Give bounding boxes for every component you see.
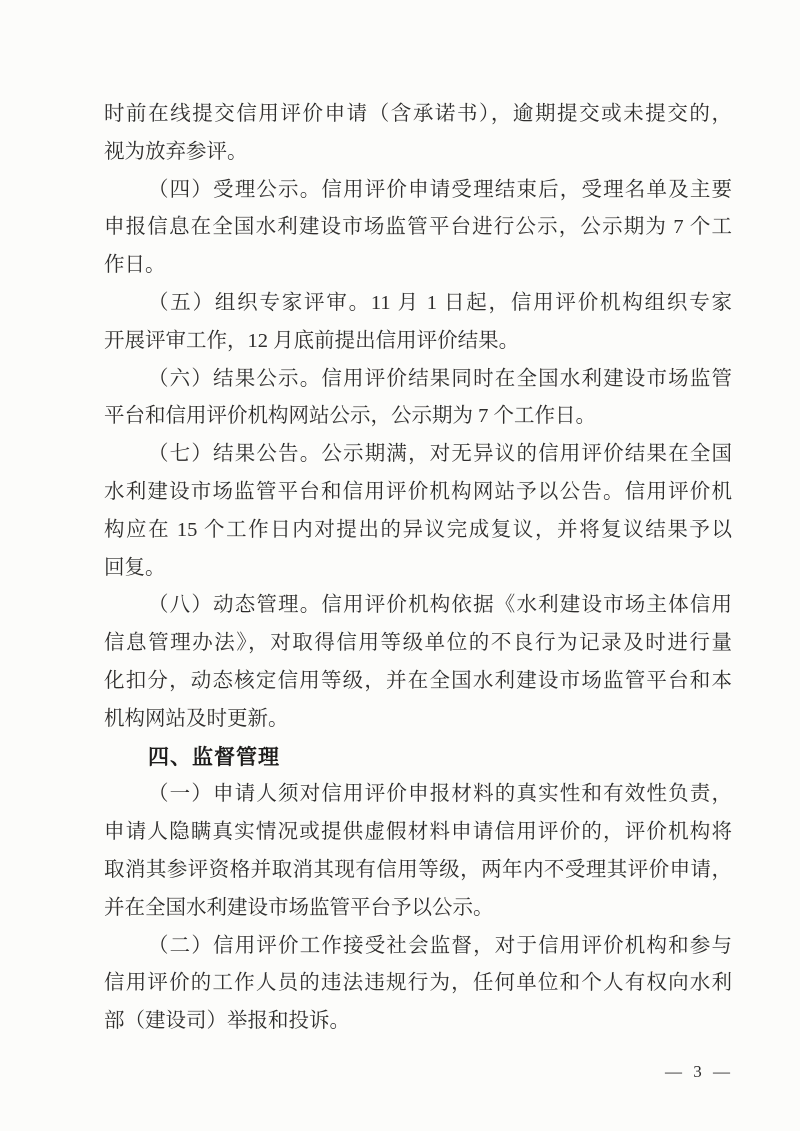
text-line: 申报信息在全国水利建设市场监管平台进行公示，公示期为 7 个工 (104, 216, 732, 239)
text-line: 信用评价的工作人员的违法违规行为，任何单位和个人有权向水利 (104, 972, 732, 995)
paragraph-item-2 (104, 928, 732, 1041)
text-line: 作日。 (104, 254, 166, 277)
text-line: 视为放弃参评。 (104, 140, 248, 163)
text-line: （八）动态管理。信用评价机构依据《水利建设市场主体信用 (148, 594, 732, 617)
text-line: （五）组织专家评审。11 月 1 日起，信用评价机构组织专家 (148, 291, 732, 314)
text-line: 平台和信用评价机构网站公示，公示期为 7 个工作日。 (104, 405, 596, 428)
text-line: 构应在 15 个工作日内对提出的异议完成复议，并将复议结果予以 (104, 518, 732, 541)
section-heading-supervision (104, 739, 732, 777)
text-line: （七）结果公告。公示期满，对无异议的信用评价结果在全国 (148, 443, 732, 466)
text-line: 机构网站及时更新。 (104, 707, 289, 730)
text-line: 信息管理办法》，对取得信用等级单位的不良行为记录及时进行量 (104, 632, 732, 655)
text-line: （四）受理公示。信用评价申请受理结束后，受理名单及主要 (148, 178, 732, 201)
paragraph-item-1 (104, 776, 732, 927)
paragraph-item-8 (104, 587, 732, 738)
text-line: （二）信用评价工作接受社会监督，对于信用评价机构和参与 (148, 934, 732, 957)
text-line: （六）结果公示。信用评价结果同时在全国水利建设市场监管 (148, 367, 732, 390)
text-line: 水利建设市场监管平台和信用评价机构网站予以公告。信用评价机 (104, 480, 732, 503)
section-heading-text: 四、监督管理 (148, 745, 280, 769)
text-line: 开展评审工作，12 月底前提出信用评价结果。 (104, 329, 520, 352)
text-line: 化扣分，动态核定信用等级，并在全国水利建设市场监管平台和本 (104, 669, 732, 692)
paragraph-item-6 (104, 361, 732, 437)
text-line: 回复。 (104, 556, 166, 579)
page-number: — 3 — (665, 1062, 730, 1081)
paragraph-item-5 (104, 285, 732, 361)
document-body (104, 96, 732, 1041)
text-line: 时前在线提交信用评价申请（含承诺书），逾期提交或未提交的， (104, 103, 732, 125)
text-line: 取消其参评资格并取消其现有信用等级，两年内不受理其评价申请， (104, 858, 732, 881)
paragraph-carryover (104, 96, 732, 172)
text-line: 部（建设司）举报和投诉。 (104, 1010, 350, 1033)
text-line: （一）申请人须对信用评价申报材料的真实性和有效性负责， (148, 783, 732, 806)
paragraph-item-7 (104, 436, 732, 587)
text-line: 申请人隐瞒真实情况或提供虚假材料申请信用评价的，评价机构将 (104, 821, 732, 844)
text-line: 并在全国水利建设市场监管平台予以公示。 (104, 896, 494, 919)
paragraph-item-4 (104, 172, 732, 285)
